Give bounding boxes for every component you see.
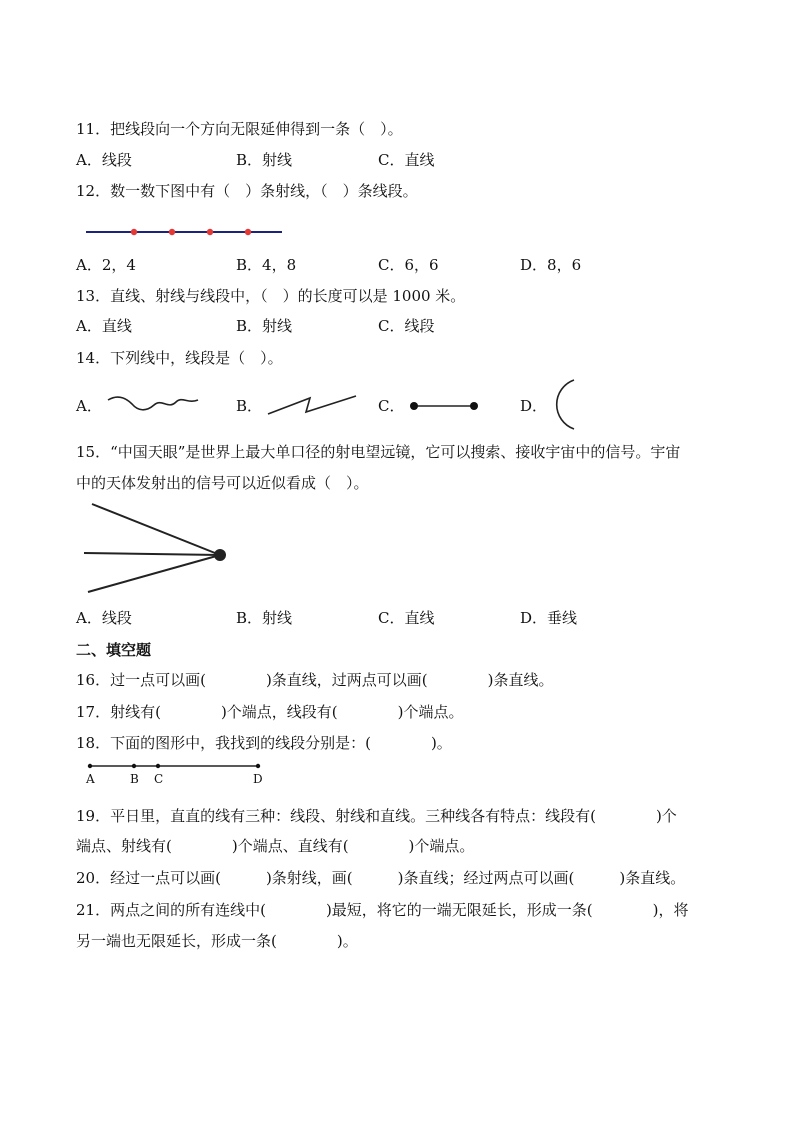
q18-label-b: B	[130, 772, 139, 786]
q14-option-a[interactable]: A．	[76, 397, 102, 415]
q14-curve-figure	[106, 390, 201, 418]
q18-line-figure	[84, 760, 274, 790]
q12-point-3	[207, 229, 213, 235]
q12-option-b[interactable]: B．4，8	[236, 256, 297, 274]
q12-option-d[interactable]: D．8，6	[520, 256, 582, 274]
q15-telescope-signal-figure	[84, 500, 234, 600]
q18-label-a: A	[86, 772, 95, 786]
q12-point-2	[169, 229, 175, 235]
q15-option-b[interactable]: B．射线	[236, 609, 293, 627]
q19-text-line2: 端点、射线有( )个端点、直线有( )个端点。	[76, 837, 475, 855]
q15-text-line1: 15．“中国天眼”是世界上最大单口径的射电望远镜，它可以搜索、接收宇宙中的信号。宇宙	[76, 443, 681, 461]
q13-option-c[interactable]: C．线段	[378, 317, 435, 335]
q15-option-c[interactable]: C．直线	[378, 609, 435, 627]
q14-option-d[interactable]: D．	[520, 397, 548, 415]
q14-option-c[interactable]: C．	[378, 397, 405, 415]
q13-option-b[interactable]: B．射线	[236, 317, 293, 335]
q16-text: 16．过一点可以画( )条直线，过两点可以画( )条直线。	[76, 671, 554, 689]
q18-text: 18．下面的图形中，我找到的线段分别是：( )。	[76, 734, 452, 752]
q14-segment-figure	[408, 398, 484, 414]
q18-point-c	[156, 764, 160, 768]
q12-option-c[interactable]: C．6，6	[378, 256, 439, 274]
q14-segment-endpoint-right	[470, 402, 478, 410]
q14-arc-figure	[546, 377, 578, 433]
q14-option-b[interactable]: B．	[236, 397, 263, 415]
q11-text: 11．把线段向一个方向无限延伸得到一条（ ）。	[76, 120, 403, 138]
q18-point-d	[256, 764, 260, 768]
q12-point-4	[245, 229, 251, 235]
q21-text-line1: 21．两点之间的所有连线中( )最短，将它的一端无限延长，形成一条( )，将	[76, 901, 689, 919]
q20-text: 20．经过一点可以画( )条射线，画( )条直线；经过两点可以画( )条直线。	[76, 869, 686, 887]
q18-point-b	[132, 764, 136, 768]
q13-option-a[interactable]: A．直线	[76, 317, 132, 335]
q13-text: 13．直线、射线与线段中，（ ）的长度可以是 1000 米。	[76, 287, 466, 305]
q19-text-line1: 19．平日里，直直的线有三种：线段、射线和直线。三种线各有特点：线段有( )个	[76, 807, 677, 825]
q11-option-b[interactable]: B．射线	[236, 151, 293, 169]
q14-zigzag-figure	[266, 394, 361, 418]
q17-text: 17．射线有( )个端点，线段有( )个端点。	[76, 703, 464, 721]
q12-line-figure	[86, 224, 286, 240]
q12-point-1	[131, 229, 137, 235]
q12-text: 12．数一数下图中有（ ）条射线，（ ）条线段。	[76, 182, 418, 200]
q14-segment-endpoint-left	[410, 402, 418, 410]
q15-option-a[interactable]: A．线段	[76, 609, 132, 627]
section2-title: 二、填空题	[76, 641, 152, 659]
q11-option-a[interactable]: A．线段	[76, 151, 132, 169]
q12-option-a[interactable]: A．2，4	[76, 256, 136, 274]
q14-text: 14．下列线中，线段是（ ）。	[76, 349, 283, 367]
q15-option-d[interactable]: D．垂线	[520, 609, 578, 627]
q21-text-line2: 另一端也无限延长，形成一条( )。	[76, 932, 358, 950]
q18-point-a	[88, 764, 92, 768]
q18-label-d: D	[253, 772, 263, 786]
q11-option-c[interactable]: C．直线	[378, 151, 435, 169]
q15-text-line2: 中的天体发射出的信号可以近似看成（ ）。	[76, 474, 369, 492]
q15-source-point	[214, 549, 226, 561]
q18-label-c: C	[154, 772, 164, 786]
